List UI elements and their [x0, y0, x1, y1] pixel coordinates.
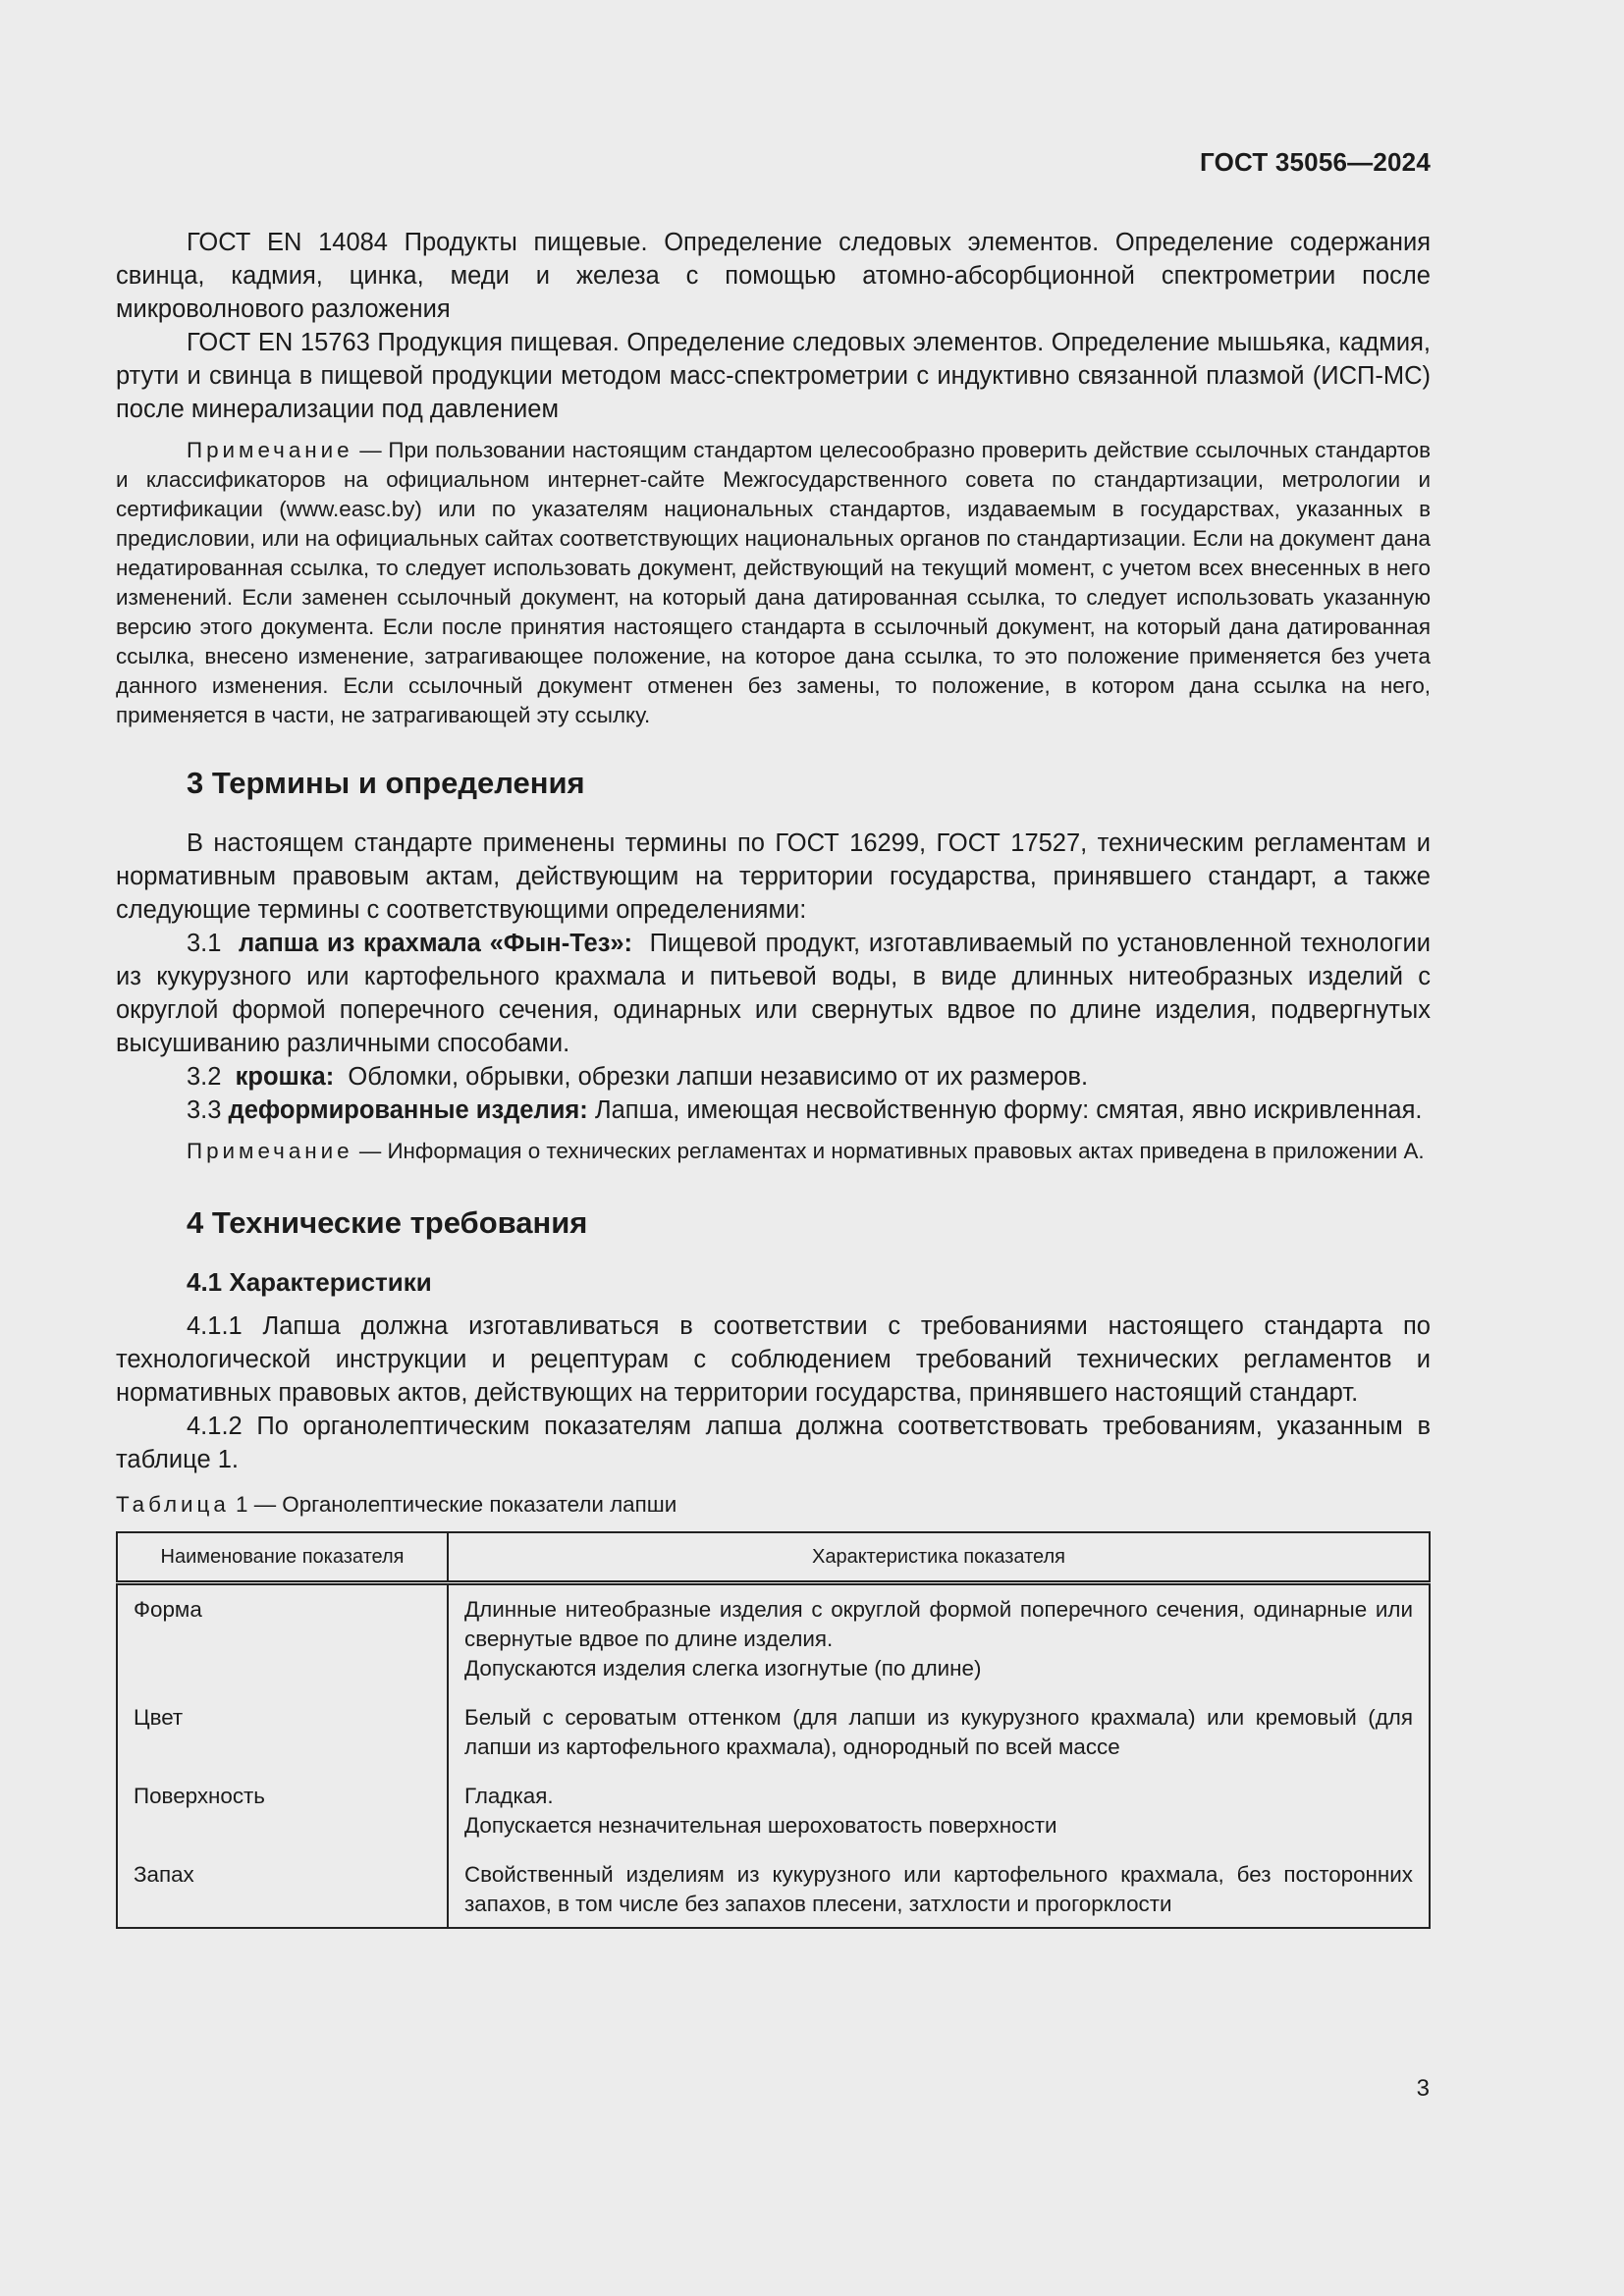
document-code-header: ГОСТ 35056—2024: [1200, 147, 1431, 177]
term-name: лапша из крахмала «Фын-Тез»:: [238, 930, 633, 957]
paragraph-4-1-1: 4.1.1 Лапша должна изготавливаться в соответствии с требованиями настоящего стандарта по технологической инструкции и рецептурам с соблюдением требований технических регламентов и нормативных правовых актов, действующих на территории государства, принявшего настоящий стандарт.: [116, 1312, 1431, 1407]
term-definition: [116, 927, 1431, 1060]
term-text: Пищевой продукт, изготавливаемый по установленной технологии из кукурузного или картофельного крахмала и питьевой воды, в виде длинных нитеобразных изделий с округлой формой поперечного сечения, одинарных или свернутых вдвое по длине изделия, подвергнутых высушиванию различными способами.: [116, 930, 1432, 1057]
indicator-name: Форма: [117, 1583, 448, 1704]
term-definition: [116, 1060, 1431, 1094]
term-number: 3.3: [187, 1096, 222, 1124]
column-header: Характеристика показателя: [448, 1532, 1430, 1583]
normative-references: [116, 226, 1431, 426]
term-number: 3.2: [187, 1063, 222, 1091]
terms-note: [116, 1137, 1431, 1166]
page-number: 3: [1416, 2075, 1430, 2102]
indicator-value: [448, 1703, 1430, 1782]
section-4-heading: 4 Технические требования: [187, 1205, 588, 1240]
reference-item: ГОСТ EN 14084 Продукты пищевые. Определение следовых элементов. Определение содержания свинца, кадмия, цинка, меди и железа с помощью атомно-абсорбционной спектрометрии после микроволнового разложения: [116, 229, 1431, 323]
indicator-name: Запах: [117, 1860, 448, 1928]
table-header-row: [117, 1532, 1430, 1583]
value-line: Длинные нитеобразные изделия с округлой формой поперечного сечения, одинарные или свернутые вдвое по длине изделия.: [464, 1597, 1413, 1651]
table-row: [117, 1782, 1430, 1860]
paragraph-4-1-2: 4.1.2 По органолептическим показателям лапша должна соответствовать требованиям, указанным в таблице 1.: [116, 1413, 1431, 1473]
table-caption-label: Таблица: [116, 1492, 230, 1517]
indicator-name: Цвет: [117, 1703, 448, 1782]
section-3-heading: 3 Термины и определения: [187, 766, 585, 800]
page-content: [116, 147, 1431, 1929]
value-line: Белый с сероватым оттенком (для лапши из кукурузного крахмала) или кремовый (для лапши из картофельного крахмала), однородный по всей массе: [464, 1705, 1413, 1759]
table-row: [117, 1583, 1430, 1704]
value-line: Свойственный изделиям из кукурузного или картофельного крахмала, без посторонних запахов, в том числе без запахов плесени, затхлости и прогорклости: [464, 1862, 1413, 1916]
indicator-value: [448, 1583, 1430, 1704]
indicator-value: [448, 1860, 1430, 1928]
term-name: крошка:: [235, 1063, 335, 1091]
term-text: Лапша, имеющая несвойственную форму: смятая, явно искривленная.: [594, 1096, 1423, 1124]
subsection-4-1-heading: 4.1 Характеристики: [187, 1267, 432, 1297]
note-label: Примечание: [187, 1139, 353, 1163]
term-number: 3.1: [187, 930, 222, 957]
indicator-name: Поверхность: [117, 1782, 448, 1860]
value-line: Гладкая.: [464, 1784, 554, 1808]
term-name: деформированные изделия:: [228, 1096, 588, 1124]
value-line: Допускаются изделия слегка изогнутые (по длине): [464, 1656, 982, 1681]
term-definition: [116, 1094, 1431, 1127]
term-text: Обломки, обрывки, обрезки лапши независимо от их размеров.: [348, 1063, 1089, 1091]
value-line: Допускается незначительная шероховатость поверхности: [464, 1813, 1057, 1838]
references-note: [116, 436, 1431, 730]
reference-item: ГОСТ EN 15763 Продукция пищевая. Определение следовых элементов. Определение мышьяка, кадмия, ртути и свинца в пищевой продукции методом масс-спектрометрии с индуктивно связанной плазмой (ИСП-МС) после минерализации под давлением: [116, 329, 1431, 423]
column-header: Наименование показателя: [117, 1532, 448, 1583]
note-label: Примечание: [187, 438, 353, 462]
table-caption: [116, 1490, 1431, 1520]
note-text: — Информация о технических регламентах и нормативных правовых актах приведена в приложении А.: [352, 1139, 1425, 1163]
indicator-value: [448, 1782, 1430, 1860]
section-3-intro: В настоящем стандарте применены термины по ГОСТ 16299, ГОСТ 17527, техническим регламентам и нормативным правовым актам, действующим на территории государства, принявшего стандарт, а также следующие термины с соответствующими определениями:: [116, 829, 1431, 924]
table-caption-text: 1 — Органолептические показатели лапши: [229, 1492, 677, 1517]
table-row: [117, 1703, 1430, 1782]
table-row: [117, 1860, 1430, 1928]
organoleptic-table: [116, 1531, 1431, 1929]
note-text: — При пользовании настоящим стандартом целесообразно проверить действие ссылочных стандартов и классификаторов на официальном интернет-сайте Межгосударственного совета по стандартизации, метрологии и сертификации (www.easc.by) или по указателям национальных стандартов, издаваемым в государствах, указанных в предисловии, или на официальных сайтах соответствующих национальных органов по стандартизации. Если на документ дана недатированная ссылка, то следует использовать документ, действующий на текущий момент, с учетом всех внесенных в него изменений. Если заменен ссылочный документ, на который дана датированная ссылка, то следует использовать указанную версию этого документа. Если после принятия настоящего стандарта в ссылочный документ, на который дана датированная ссылка, внесено изменение, затрагивающее положение, на которое дана ссылка, то это положение применяется без учета данного изменения. Если ссылочный документ отменен без замены, то положение, в котором дана ссылка на него, применяется в части, не затрагивающей эту ссылку.: [116, 438, 1431, 727]
